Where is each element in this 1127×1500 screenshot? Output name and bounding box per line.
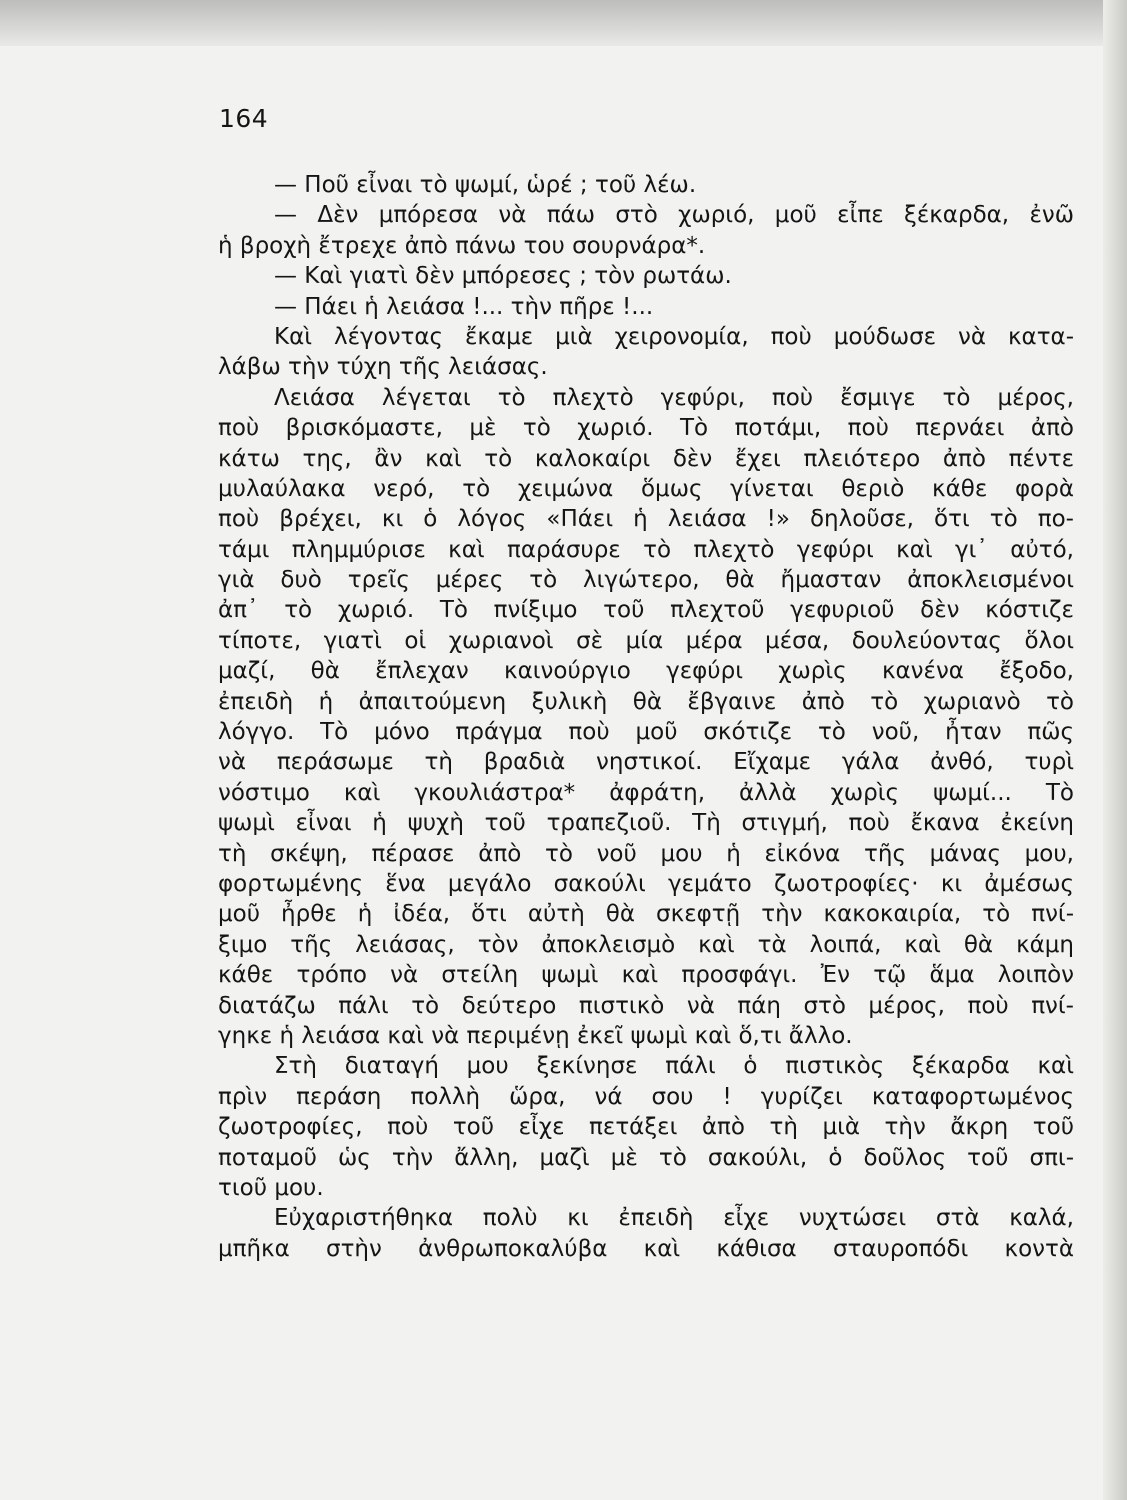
text-line: Καὶ λέγοντας ἔκαμε μιὰ χειρονομία, ποὺ μούδωσε νὰ κατα- xyxy=(274,323,1074,350)
text-line: Λειάσα λέγεται τὸ πλεχτὸ γεφύρι, ποὺ ἔσμιγε τὸ μέρος, xyxy=(274,384,1074,411)
text-line: — Πάει ἡ λειάσα !... τὴν πῆρε !... xyxy=(274,293,654,320)
text-line: τιοῦ μου. xyxy=(218,1174,324,1201)
text-line: ξιμο τῆς λειάσας, τὸν ἀποκλεισμὸ καὶ τὰ λοιπά, καὶ θὰ κάμη xyxy=(218,931,1074,958)
text-line: — Ποῦ εἶναι τὸ ψωμί, ὡρέ ; τοῦ λέω. xyxy=(274,172,697,198)
text-line: κάτω της, ἂν καὶ τὸ καλοκαίρι δὲν ἔχει πλειότερο ἀπὸ πέντε xyxy=(218,445,1074,472)
text-line: ψωμὶ εἶναι ἡ ψυχὴ τοῦ τραπεζιοῦ. Τὴ στιγμή, ποὺ ἔκανα ἐκείνη xyxy=(218,810,1074,837)
text-line: νόστιμο καὶ γκουλιάστρα* ἀφράτη, ἀλλὰ χωρὶς ψωμί... Τὸ xyxy=(218,779,1074,806)
text-line: — Δὲν μπόρεσα νὰ πάω στὸ χωριό, μοῦ εἶπε ξέκαρδα, ἐνῶ xyxy=(274,202,1074,229)
text-line: τίποτε, γιατὶ οἱ χωριανοὶ σὲ μία μέρα μέσα, δουλεύοντας ὅλοι xyxy=(218,627,1074,654)
text-line: τὴ σκέψη, πέρασε ἀπὸ τὸ νοῦ μου ἡ εἰκόνα τῆς μάνας μου, xyxy=(218,840,1074,867)
text-line: ποὺ βρέχει, κι ὁ λόγος «Πάει ἡ λειάσα !» δηλοῦσε, ὅτι τὸ πο- xyxy=(218,506,1074,533)
text-line: μπῆκα στὴν ἀνθρωποκαλύβα καὶ κάθισα σταυροπόδι κοντὰ xyxy=(218,1235,1074,1262)
text-line: ἡ βροχὴ ἔτρεχε ἀπὸ πάνω του σουρνάρα*. xyxy=(218,232,706,259)
body-text xyxy=(218,170,1074,1264)
text-line: μυλαύλακα νερό, τὸ χειμώνα ὅμως γίνεται θεριὸ κάθε φορὰ xyxy=(218,475,1074,502)
text-line: ζωοτροφίες, ποὺ τοῦ εἶχε πετάξει ἀπὸ τὴ μιὰ τὴν ἄκρη τοῦ xyxy=(218,1114,1074,1141)
text-line: διατάζω πάλι τὸ δεύτερο πιστικὸ νὰ πάη στὸ μέρος, ποὺ πνί- xyxy=(218,992,1074,1019)
text-line: πρὶν περάση πολλὴ ὥρα, νά σου ! γυρίζει καταφορτωμένος xyxy=(218,1083,1074,1110)
text-line: ἐπειδὴ ἡ ἀπαιτούμενη ξυλικὴ θὰ ἔβγαινε ἀπὸ τὸ χωριανὸ τὸ xyxy=(218,688,1074,715)
text-line: λάβω τὴν τύχη τῆς λειάσας. xyxy=(218,354,548,381)
text-line: τάμι πλημμύρισε καὶ παράσυρε τὸ πλεχτὸ γεφύρι καὶ γι᾽ αὐτό, xyxy=(218,536,1074,563)
text-line: κάθε τρόπο νὰ στείλη ψωμὶ καὶ προσφάγι. Ἐν τῷ ἅμα λοιπὸν xyxy=(218,962,1074,989)
text-line: Εὐχαριστήθηκα πολὺ κι ἐπειδὴ εἶχε νυχτώσει στὰ καλά, xyxy=(274,1205,1074,1232)
text-line: Στὴ διαταγή μου ξεκίνησε πάλι ὁ πιστικὸς ξέκαρδα καὶ xyxy=(274,1053,1074,1080)
text-line: μοῦ ἦρθε ἡ ἰδέα, ὅτι αὐτὴ θὰ σκεφτῇ τὴν κακοκαιρία, τὸ πνί- xyxy=(218,901,1074,928)
text-line: μαζί, θὰ ἔπλεχαν καινούργιο γεφύρι χωρὶς κανένα ἔξοδο, xyxy=(218,658,1074,685)
text-line: φορτωμένης ἕνα μεγάλο σακούλι γεμάτο ζωοτροφίες· κι ἀμέσως xyxy=(218,870,1074,897)
text-line: λόγγο. Τὸ μόνο πράγμα ποὺ μοῦ σκότιζε τὸ νοῦ, ἦταν πῶς xyxy=(218,719,1074,746)
text-line: ποταμοῦ ὡς τὴν ἄλλη, μαζὶ μὲ τὸ σακούλι, ὁ δοῦλος τοῦ σπι- xyxy=(218,1144,1074,1171)
page-number: 164 xyxy=(219,104,269,133)
text-line: νὰ περάσωμε τὴ βραδιὰ νηστικοί. Εἴχαμε γάλα ἀνθό, τυρὶ xyxy=(218,749,1074,776)
text-line: ἀπ᾽ τὸ χωριό. Τὸ πνίξιμο τοῦ πλεχτοῦ γεφυριοῦ δὲν κόστιζε xyxy=(218,597,1074,624)
text-line: ποὺ βρισκόμαστε, μὲ τὸ χωριό. Τὸ ποτάμι, ποὺ περνάει ἀπὸ xyxy=(218,415,1074,442)
text-line: γιὰ δυὸ τρεῖς μέρες τὸ λιγώτερο, θὰ ἤμασταν ἀποκλεισμένοι xyxy=(218,567,1074,594)
text-line: γηκε ἡ λειάσα καὶ νὰ περιμένῃ ἐκεῖ ψωμὶ καὶ ὅ,τι ἄλλο. xyxy=(218,1022,853,1049)
text-line: — Καὶ γιατὶ δὲν μπόρεσες ; τὸν ρωτάω. xyxy=(274,263,732,290)
